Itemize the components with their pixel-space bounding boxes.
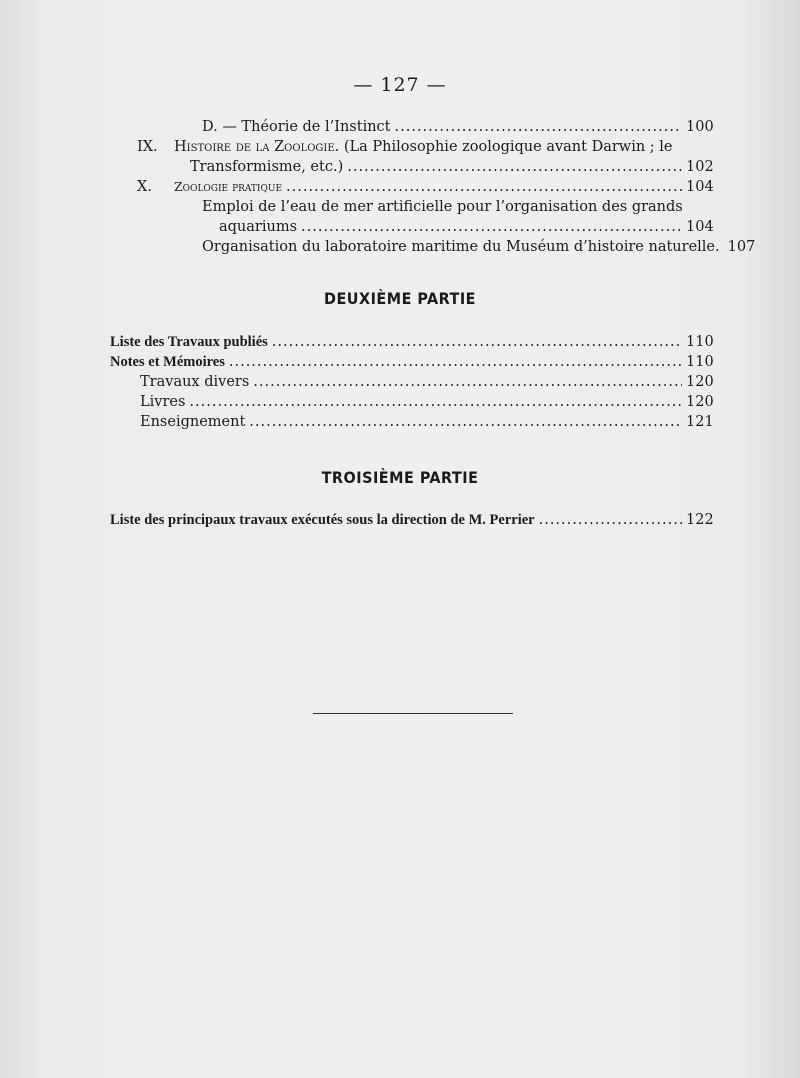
toc-entry: [110, 237, 756, 257]
toc-entry-continuation: [110, 217, 714, 237]
toc-entry: [110, 137, 710, 157]
toc-part-two: [110, 332, 714, 432]
toc-entry-page: 100: [686, 119, 714, 135]
leader-dots: [347, 157, 682, 177]
toc-entry-text: Emploi de l’eau de mer artificielle pour l’organisation des grands: [202, 199, 683, 215]
toc-entry-page: 107: [727, 239, 756, 255]
closing-rule: [313, 713, 513, 714]
toc-entry-page: 122: [686, 512, 714, 528]
toc-entry-page: 110: [686, 354, 714, 370]
leader-dots: [395, 117, 683, 137]
toc-entry-text: Organisation du laboratoire maritime du Muséum d’histoire naturelle.: [202, 239, 720, 255]
toc-entry: [110, 352, 714, 372]
toc-entry-page: 110: [686, 334, 714, 350]
toc-entry-page: 102: [686, 159, 714, 175]
toc-entry-text: D. — Théorie de l’Instinct: [202, 119, 391, 135]
leader-dots: [229, 352, 682, 372]
toc-entry-heading: Histoire de la Zoologie.: [174, 139, 340, 155]
toc-entry-numeral: IX.: [137, 139, 158, 155]
toc-entry-text: Liste des principaux travaux exécutés sous la direction de M. Perrier: [110, 512, 535, 528]
toc-entry-text: Histoire de la Zoologie. (La Philosophie zoologique avant Darwin ; le: [174, 139, 673, 155]
toc-entry-text: Travaux divers: [140, 374, 250, 390]
leader-dots: [286, 177, 682, 197]
toc-entry: [110, 197, 710, 217]
leader-dots: [539, 510, 682, 530]
toc-part-three: [110, 510, 714, 530]
toc-entry: [110, 332, 714, 352]
toc-entry-page: 104: [686, 219, 714, 235]
page-number-header: — 127 —: [353, 74, 447, 96]
toc-entry-text: aquariums: [219, 219, 298, 235]
section-title-part-three: TROISIÈME PARTIE: [321, 468, 479, 487]
toc-entry-page: 120: [686, 374, 714, 390]
toc-entry: [110, 117, 714, 137]
toc-entry-text: Enseignement: [140, 414, 246, 430]
leader-dots: [253, 372, 682, 392]
toc-entry: [110, 177, 714, 197]
toc-part-one: [110, 117, 756, 257]
toc-entry-text: Liste des Travaux publiés: [110, 334, 268, 350]
toc-entry-text: Livres: [140, 394, 186, 410]
toc-entry: [110, 510, 714, 530]
toc-entry-page: 104: [686, 179, 714, 195]
toc-entry: [110, 392, 714, 412]
leader-dots: [249, 412, 682, 432]
toc-entry-continuation: [110, 157, 714, 177]
leader-dots: [189, 392, 682, 412]
toc-entry: [110, 412, 714, 432]
leader-dots: [272, 332, 682, 352]
toc-entry-text: Transformisme, etc.): [190, 159, 344, 175]
toc-entry-numeral: X.: [137, 179, 152, 195]
section-title-part-two: DEUXIÈME PARTIE: [323, 289, 477, 308]
toc-entry-page: 121: [686, 414, 714, 430]
toc-entry: [110, 372, 714, 392]
leader-dots: [301, 217, 682, 237]
toc-entry-text: Notes et Mémoires: [110, 354, 225, 370]
toc-entry-text: Zoologie pratique: [174, 179, 283, 194]
toc-entry-page: 120: [686, 394, 714, 410]
